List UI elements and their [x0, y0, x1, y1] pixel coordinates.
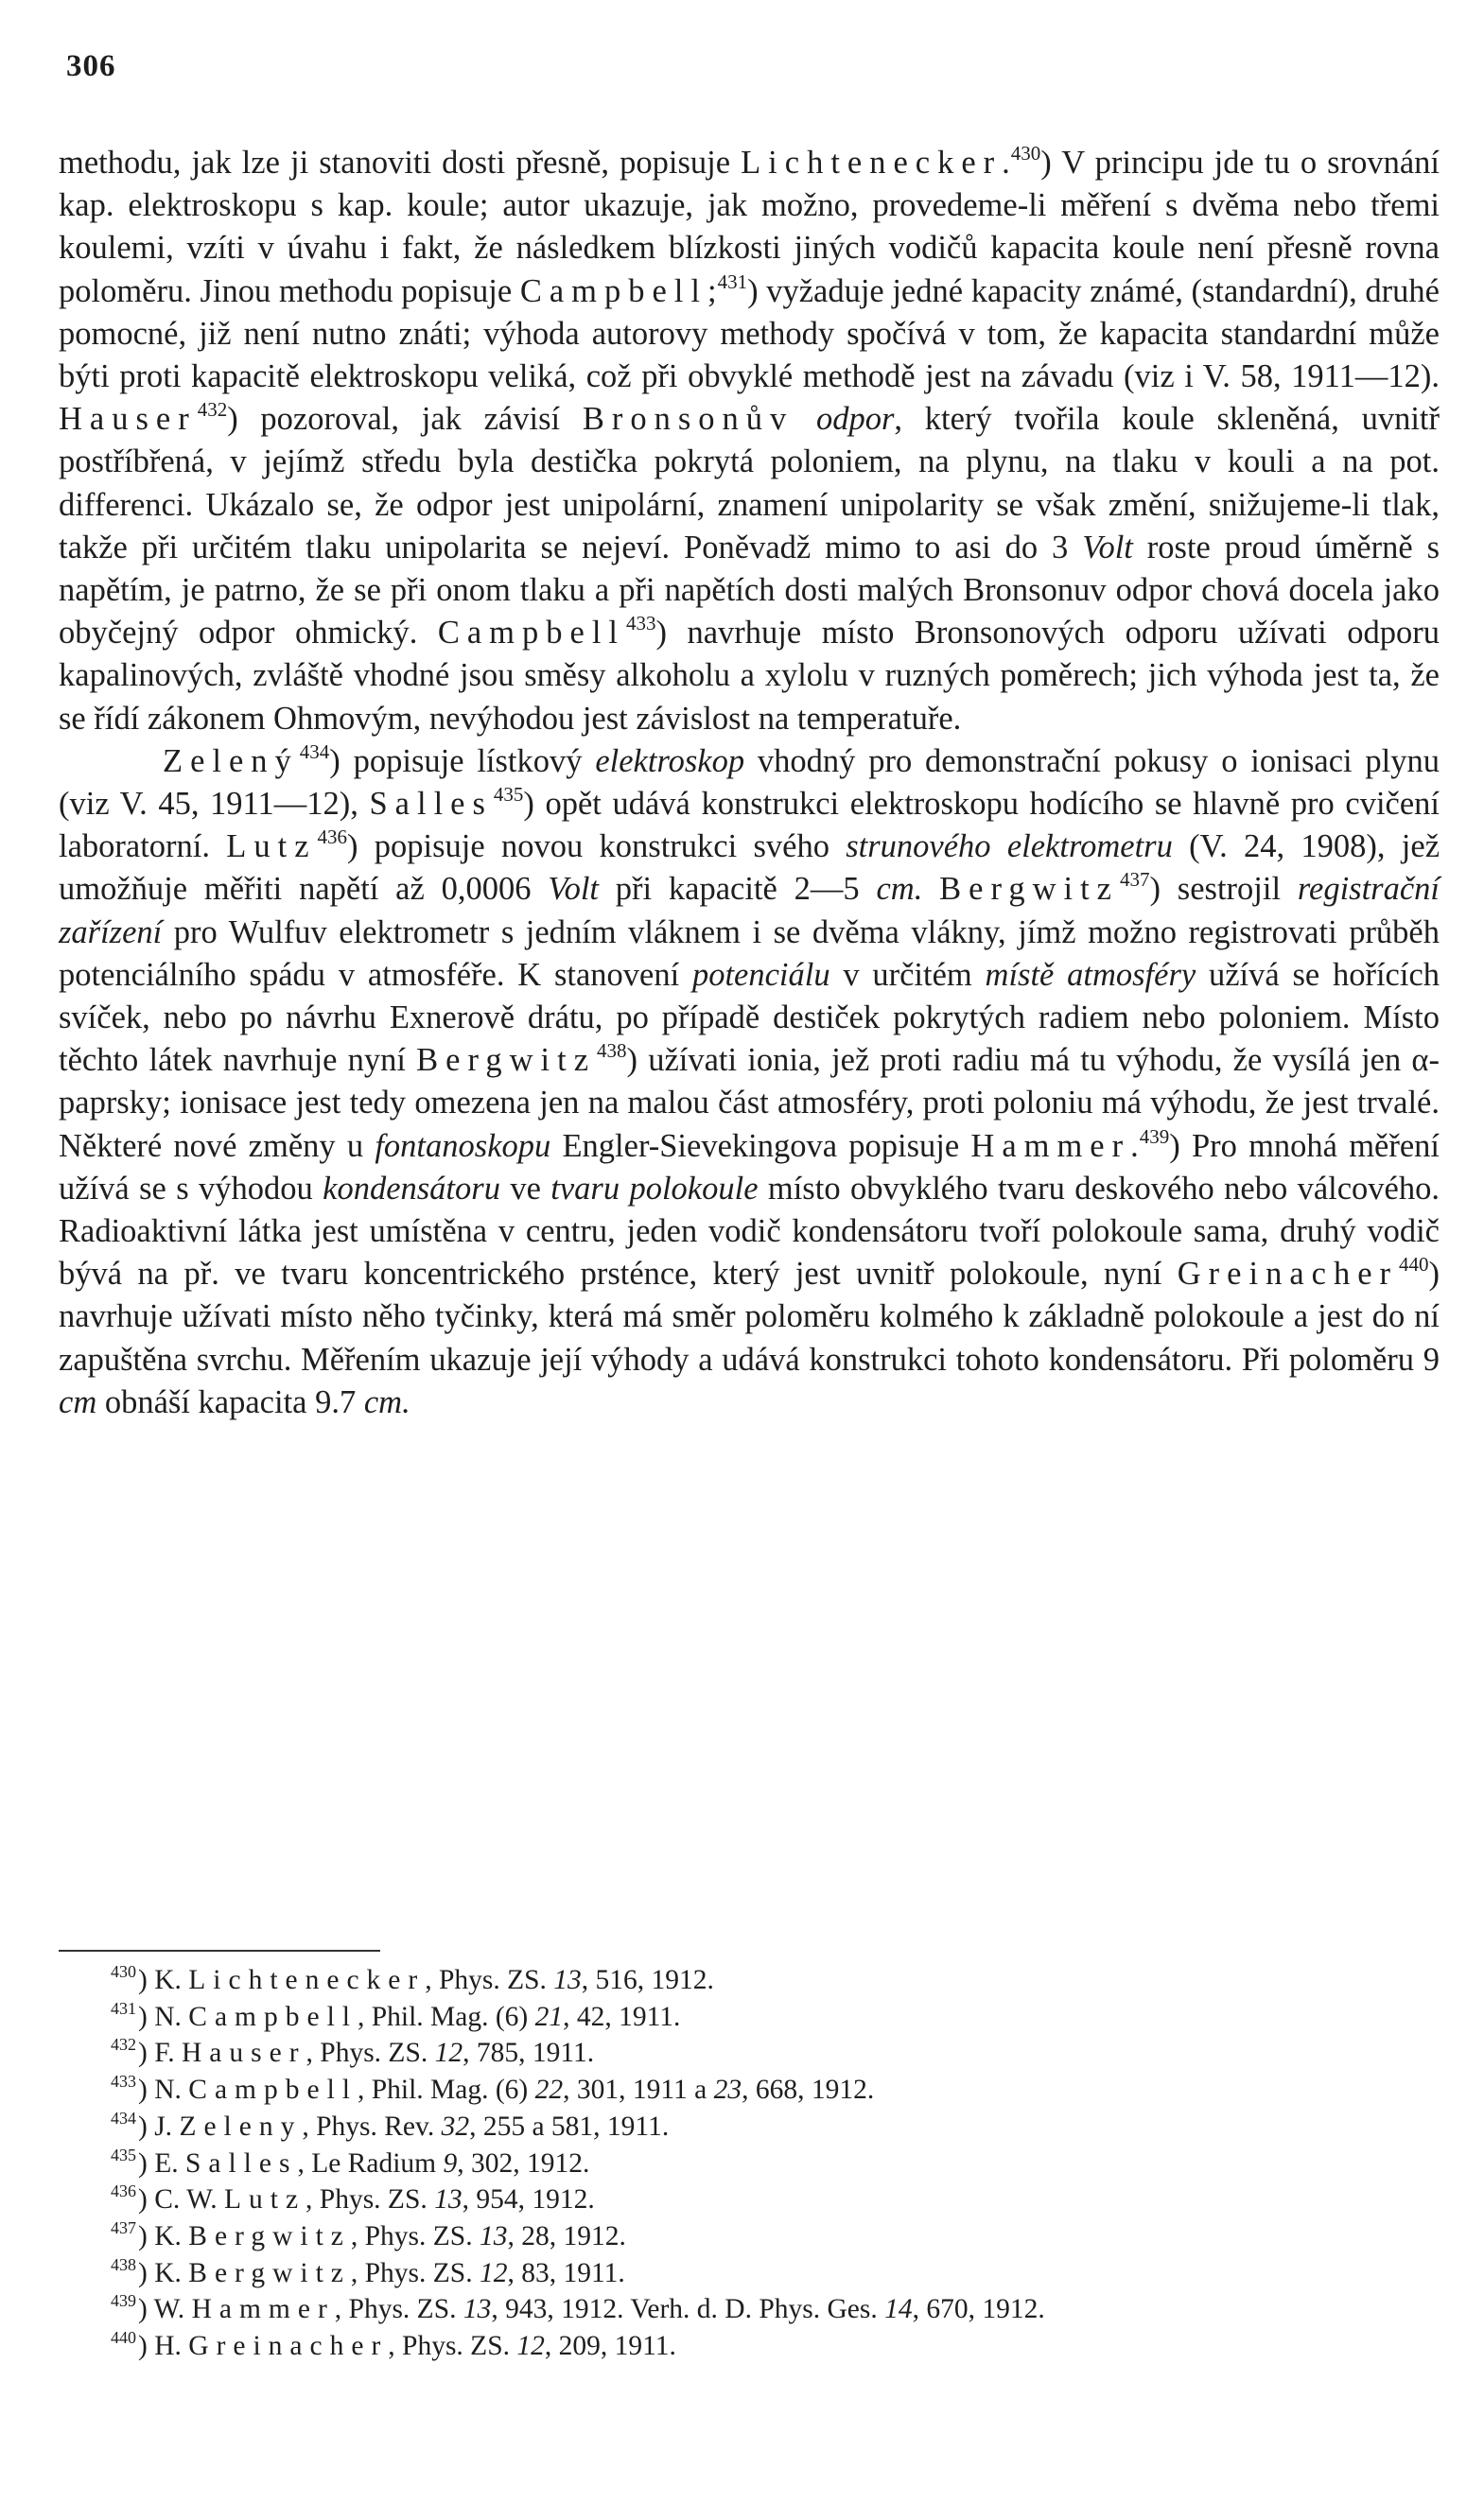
author-name: Hammer: [970, 1127, 1131, 1164]
emphasis-text: odpor: [815, 401, 895, 438]
text-run: , Le Radium: [297, 2147, 444, 2179]
text-run: ) H.: [138, 2331, 189, 2362]
emphasis-text: 13: [434, 2184, 463, 2216]
paragraph: [59, 740, 1440, 1424]
emphasis-text: elektroskop: [595, 742, 745, 779]
text-run: Engler-Sievekingova popisuje: [550, 1127, 971, 1164]
emphasis-text: registrační zařízení: [59, 871, 1440, 950]
emphasis-text: cm: [59, 1383, 97, 1420]
text-run: , 670, 1912.: [912, 2294, 1045, 2325]
text-run: (V. 24, 1908), jež umožňuje měřiti napětí až 0,0006: [59, 828, 1440, 908]
text-run: , 954, 1912.: [462, 2184, 595, 2216]
text-run: ) popisuje novou konstrukci svého: [347, 828, 847, 865]
author-name: Zeleny: [179, 2111, 303, 2142]
emphasis-text: 9: [443, 2147, 458, 2179]
text-run: .: [1002, 145, 1010, 181]
footnote: [59, 2218, 1440, 2255]
footnote-ref: 436: [111, 2181, 136, 2201]
author-name: Zelený: [163, 742, 299, 779]
text-run: , 42, 1911.: [563, 2001, 681, 2032]
footnote-ref: 431: [111, 1998, 136, 2018]
author-name: Greinacher: [1177, 1256, 1398, 1293]
text-run: užívá se hořících svíček, nebo po návrhu Exnerově drátu, po případě destiček pokrytých radiem nebo poloniem. Místo těchto látek navrhuje nyní: [59, 956, 1440, 1079]
footnote-ref: 437: [1120, 868, 1150, 892]
author-name: Bergwitz: [188, 2257, 351, 2288]
text-run: v určitém: [829, 956, 986, 993]
footnote-ref: 440: [111, 2328, 136, 2348]
footnote-ref: 433: [111, 2072, 136, 2092]
footnotes: [59, 1962, 1440, 2365]
text-run: , Phys. ZS.: [306, 2184, 435, 2216]
footnote-ref: 434: [111, 2108, 136, 2128]
author-name: Lichtenecker: [188, 1965, 426, 1995]
footnote: [59, 1999, 1440, 2036]
emphasis-text: potenciálu: [691, 956, 830, 993]
text-run: , Phys. ZS.: [334, 2294, 463, 2325]
text-run: , 83, 1911.: [507, 2257, 625, 2288]
text-run: ) N.: [138, 2001, 189, 2032]
footnote: [59, 2109, 1440, 2146]
emphasis-text: místě atmosféry: [985, 956, 1196, 993]
text-run: ) vyžaduje jedné kapacity známé, (standardní), druhé pomocné, již není nutno znáti; výhoda autorovy methody spočívá v tom, že kapacita standardní může býti proti kapacitě elektroskopu veliká, což při obvyklé methodě jest na závadu (viz i V. 58, 1911—12).: [59, 272, 1440, 395]
text-run: ) E.: [138, 2147, 185, 2179]
text-run: , Phil. Mag. (6): [357, 2001, 535, 2032]
emphasis-text: 13: [553, 1965, 582, 1995]
footnote: [59, 2181, 1440, 2218]
author-name: Campbell: [519, 272, 707, 309]
footnote-ref: 437: [111, 2217, 136, 2237]
emphasis-text: 22: [534, 2075, 564, 2106]
author-name: Lutz: [223, 2184, 306, 2216]
text-run: vhodný pro demonstrační pokusy o ionisaci plynu (viz V. 45, 1911—12),: [59, 742, 1440, 823]
page-number: 306: [66, 49, 116, 83]
text-run: [922, 871, 939, 907]
text-run: , Phys. ZS.: [425, 1965, 554, 1995]
author-name: Bergwitz: [939, 871, 1119, 908]
text-run: pro Wulfuv elektrometr s jedním vláknem i se dvěma vlákny, jímž možno registrovati průběh potenciálního spádu v atmosféře. K stanovení: [59, 913, 1440, 993]
text-run: ) Pro mnohá měření užívá se s výhodou: [59, 1127, 1440, 1207]
footnote-ref: 438: [597, 1039, 627, 1063]
text-run: , 28, 1912.: [507, 2220, 626, 2251]
emphasis-text: 13: [479, 2220, 508, 2251]
text-run: , 785, 1911.: [463, 2038, 595, 2069]
emphasis-text: Volt: [548, 871, 599, 908]
text-run: při kapacitě 2—5: [598, 871, 877, 908]
text-run: , 302, 1912.: [457, 2147, 590, 2179]
author-name: Greinacher: [188, 2331, 389, 2362]
text-run: ) sestrojil: [1149, 871, 1298, 908]
footnote-ref: 432: [197, 398, 228, 422]
author-name: Hauser: [59, 401, 197, 438]
emphasis-text: tvaru polokoule: [550, 1170, 759, 1207]
author-name: Hauser: [182, 2038, 306, 2069]
author-name: Bergwitz: [416, 1042, 597, 1079]
emphasis-text: 12: [479, 2257, 508, 2288]
text-run: , 255 a 581, 1911.: [469, 2111, 670, 2142]
author-name: Lichtenecker: [741, 145, 1003, 181]
text-run: , Phys. ZS.: [306, 2038, 435, 2069]
emphasis-text: cm.: [876, 871, 923, 908]
footnote-ref: 435: [111, 2145, 136, 2164]
text-run: ) C. W.: [138, 2184, 224, 2216]
text-run: ) pozoroval, jak závisí: [227, 401, 583, 438]
text-run: , který tvořila koule skleněná, uvnitř postříbřená, v jejímž středu byla destička pokrytá poloniem, na plynu, na tlaku v kouli a na pot. differenci. Ukázalo se, že odpor jest unipolární, znamení unipolarity se však změní, snižujeme-li tlak, takže při určitém tlaku unipolarita se nejeví. Poněvadž mimo to asi do 3: [59, 401, 1440, 565]
text-run: ) K.: [138, 1965, 189, 1995]
emphasis-text: fontanoskopu: [375, 1127, 551, 1164]
footnote-ref: 435: [493, 783, 524, 807]
author-name: Bronsonův: [582, 401, 794, 438]
emphasis-text: 12: [434, 2038, 463, 2069]
text-run: , Phys. ZS.: [350, 2257, 480, 2288]
author-name: Lutz: [226, 828, 317, 865]
text-run: [794, 401, 816, 437]
text-run: , 516, 1912.: [581, 1965, 714, 1995]
text-run: ) N.: [138, 2075, 189, 2106]
text-run: , Phil. Mag. (6): [357, 2075, 535, 2106]
text-run: ) W.: [138, 2294, 192, 2325]
footnote-ref: 439: [1139, 1124, 1170, 1148]
text-run: , Phys. Rev.: [302, 2111, 442, 2142]
footnote: [59, 2035, 1440, 2072]
body-text: [59, 142, 1440, 1424]
text-run: , Phys. ZS.: [388, 2331, 517, 2362]
footnote-ref: 434: [299, 739, 330, 763]
text-run: ) K.: [138, 2220, 189, 2251]
author-name: Hammer: [191, 2294, 335, 2325]
text-run: ) K.: [138, 2257, 189, 2288]
author-name: Salles: [184, 2147, 298, 2179]
emphasis-text: Volt: [1082, 529, 1133, 565]
emphasis-text: 13: [463, 2294, 492, 2325]
footnote: [59, 1962, 1440, 1999]
text-run: ) navrhuje místo Bronsonových odporu užívati odporu kapalinových, zvláště vhodné jsou směsy alkoholu a xylolu v ruzných poměrech; jich výhoda jest ta, že se řídí zákonem Ohmovým, nevýhodou jest závislost na temperatuře.: [59, 615, 1440, 737]
footnote-ref: 436: [317, 826, 348, 849]
author-name: Campbell: [188, 2075, 358, 2106]
emphasis-text: 23: [713, 2075, 742, 2106]
emphasis-text: 21: [534, 2001, 564, 2032]
emphasis-text: 32: [441, 2111, 470, 2142]
emphasis-text: strunového elektrometru: [846, 828, 1173, 865]
footnote-separator: [59, 1950, 380, 1952]
text-run: , 943, 1912. Verh. d. D. Phys. Ges.: [491, 2294, 885, 2325]
footnote-ref: 439: [111, 2291, 136, 2311]
author-name: Campbell: [188, 2001, 358, 2032]
text-run: .: [1130, 1127, 1139, 1164]
text-run: ) popisuje lístkový: [329, 742, 596, 779]
text-run: roste proud úměrně s napětím, je patrno, že se při onom tlaku a při napětích dosti malých Bronsonuv odpor chová docela jako obyčejný odpor ohmický.: [59, 529, 1440, 652]
footnote: [59, 2255, 1440, 2292]
text-run: ) F.: [138, 2038, 182, 2069]
footnote: [59, 2328, 1440, 2365]
footnote-ref: 433: [626, 612, 656, 635]
footnote-ref: 440: [1399, 1253, 1429, 1277]
footnote-ref: 430: [1010, 142, 1041, 165]
emphasis-text: kondensátoru: [323, 1170, 500, 1207]
text-run: , 209, 1911.: [544, 2331, 676, 2362]
footnote: [59, 2072, 1440, 2109]
text-run: , 301, 1911 a: [563, 2075, 714, 2106]
author-name: Campbell: [437, 615, 625, 652]
text-run: ve: [499, 1170, 551, 1207]
footnote-ref: 432: [111, 2035, 136, 2055]
author-name: Salles: [369, 786, 493, 823]
footnote-ref: 438: [111, 2254, 136, 2274]
emphasis-text: cm.: [363, 1383, 410, 1420]
text-run: ) V principu jde tu o srovnání kap. elektroskopu s kap. koule; autor ukazuje, jak možno, provedeme-li měření s dvěma nebo třemi koulemi, vzíti v úvahu i fakt, že následkem blízkosti jiných vodičů kapacita koule není přesně rovna poloměru. Jinou methodu popisuje: [59, 145, 1440, 309]
text-run: obnáší kapacita 9.7: [96, 1383, 364, 1420]
text-run: methodu, jak lze ji stanoviti dosti přesně, popisuje: [59, 145, 742, 181]
text-run: , Phys. ZS.: [350, 2220, 480, 2251]
footnote: [59, 2146, 1440, 2182]
footnote-ref: 431: [717, 269, 748, 293]
author-name: Bergwitz: [188, 2220, 351, 2251]
text-run: ) užívati ionia, jež proti radiu má tu výhodu, že vysílá jen α-paprsky; ionisace jest tedy omezena jen na malou část atmosféry, proti poloniu má výhodu, že jest trvalé. Některé nové změny u: [59, 1042, 1440, 1164]
paragraph: [59, 142, 1440, 740]
emphasis-text: 14: [884, 2294, 913, 2325]
text-run: ) opět udává konstrukci elektroskopu hodícího se hlavně pro cvičení laboratorní.: [59, 786, 1440, 865]
text-run: ) J.: [138, 2111, 180, 2142]
text-run: ;: [707, 272, 717, 309]
footnote-ref: 430: [111, 1962, 136, 1981]
footnote: [59, 2291, 1440, 2328]
emphasis-text: 12: [516, 2331, 545, 2362]
text-run: místo obvyklého tvaru deskového nebo válcového. Radioaktivní látka jest umístěna v centru, jeden vodič kondensátoru tvoří polokoule sama, druhý vodič bývá na př. ve tvaru koncentrického prsténce, který jest uvnitř polokoule, nyní: [59, 1170, 1440, 1293]
text-run: , 668, 1912.: [742, 2075, 875, 2106]
text-run: ) navrhuje užívati místo něho tyčinky, která má směr poloměru kolmého k základně polokoule a jest do ní zapuštěna svrchu. Měřením ukazuje její výhody a udává konstrukci tohoto kondensátoru. Při poloměru 9: [59, 1256, 1440, 1378]
